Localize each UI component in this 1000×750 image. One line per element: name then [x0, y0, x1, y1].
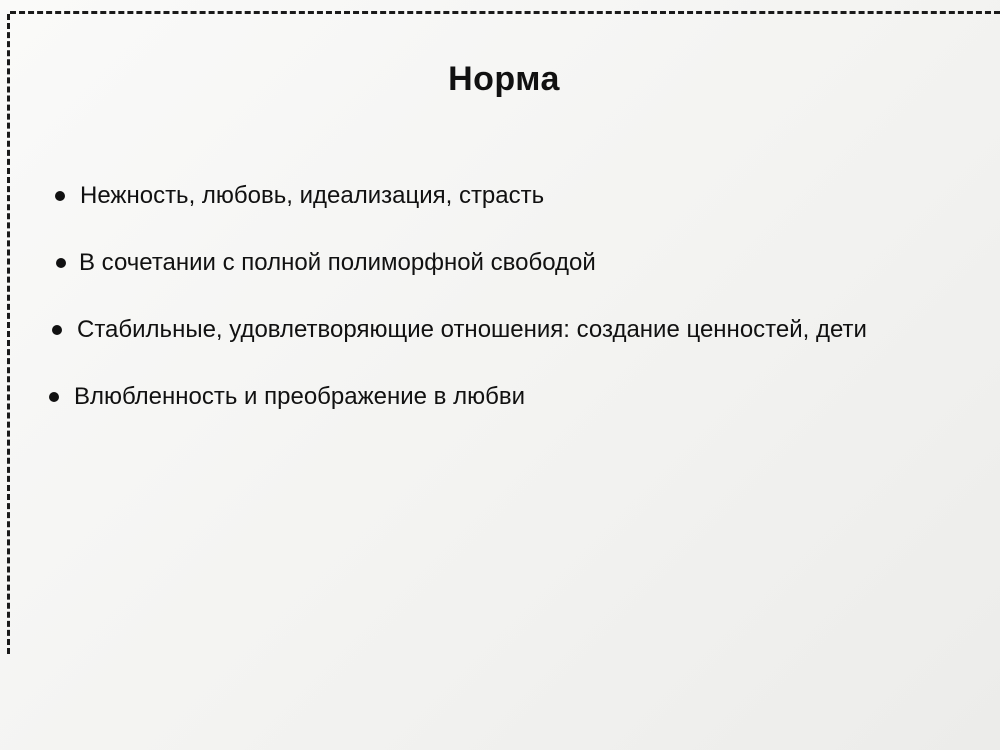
- bullet-list: [55, 178, 985, 446]
- list-item-text: Нежность, любовь, идеализация, страсть: [80, 182, 545, 209]
- bullet-icon: [56, 258, 66, 268]
- bullet-icon: [52, 325, 62, 335]
- list-item: [55, 178, 985, 245]
- list-item-text: Стабильные, удовлетворяющие отношения: создание ценностей, дети: [77, 316, 867, 343]
- list-item: [55, 379, 985, 446]
- dashed-border-left: [7, 14, 10, 654]
- dashed-border-top: [10, 11, 1000, 14]
- list-item-text: В сочетании с полной полиморфной свободой: [79, 249, 596, 276]
- list-item: [55, 312, 985, 379]
- list-item-text: Влюбленность и преображение в любви: [74, 383, 526, 410]
- list-item: [55, 245, 985, 312]
- bullet-icon: [55, 191, 65, 201]
- slide-title: Норма: [448, 60, 560, 98]
- bullet-icon: [49, 392, 59, 402]
